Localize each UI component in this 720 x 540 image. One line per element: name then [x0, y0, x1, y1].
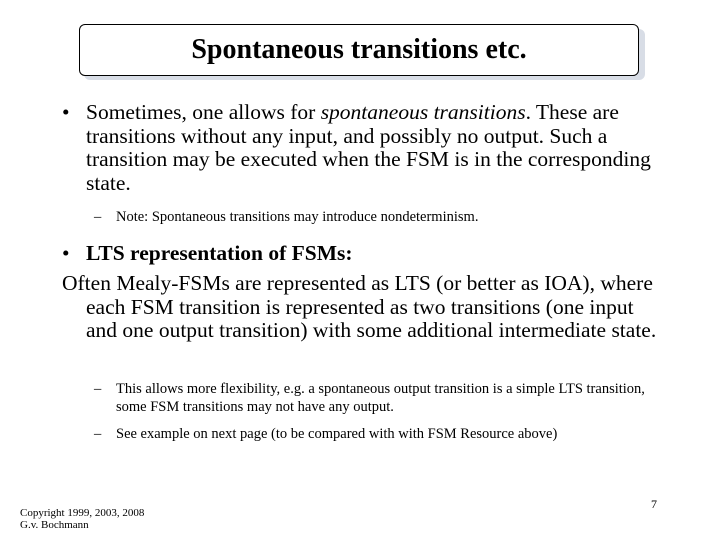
dash-marker: –	[94, 426, 102, 442]
bullet-1-text: Sometimes, one allows for spontaneous transitions. These are transitions without any input, and possibly no output. Such a transition may be executed when the FSM is in the corresponding state.	[86, 100, 651, 195]
bullet-2-heading: LTS representation of FSMs:	[86, 241, 353, 265]
page-number: 7	[651, 497, 657, 511]
slide-title: Spontaneous transitions etc.	[191, 34, 527, 65]
footer-copyright	[20, 507, 144, 531]
bullet-2-note-2	[94, 426, 634, 444]
bullet-1-note	[94, 209, 694, 227]
dash-marker: –	[94, 209, 102, 225]
copyright-line-2: G.v. Bochmann	[20, 519, 89, 531]
bullet-2-paragraph-text: Often Mealy-FSMs are represented as LTS (or better as IOA), where each FSM transition is represented as two transitions (one input and one output transition) with some additional intermediate state.	[62, 271, 657, 342]
dash-marker: –	[94, 381, 102, 397]
bullet-1	[62, 101, 662, 195]
bullet-marker: •	[62, 241, 70, 265]
bullet-2-note-1-text: This allows more flexibility, e.g. a spontaneous output transition is a simple LTS transition, some FSM transitions may not have any output.	[116, 381, 645, 415]
bullet-2	[62, 242, 662, 266]
bullet-2-note-2-text: See example on next page (to be compared with with FSM Resource above)	[116, 426, 558, 442]
bullet-2-note-1	[94, 381, 654, 416]
bullet-marker: •	[62, 100, 70, 124]
title-box	[79, 24, 639, 76]
bullet-1-emphasis: spontaneous transitions	[320, 100, 526, 124]
copyright-line-1: Copyright 1999, 2003, 2008	[20, 507, 145, 519]
bullet-2-paragraph	[62, 272, 664, 343]
bullet-1-note-text: Note: Spontaneous transitions may introduce nondeterminism.	[116, 209, 479, 225]
